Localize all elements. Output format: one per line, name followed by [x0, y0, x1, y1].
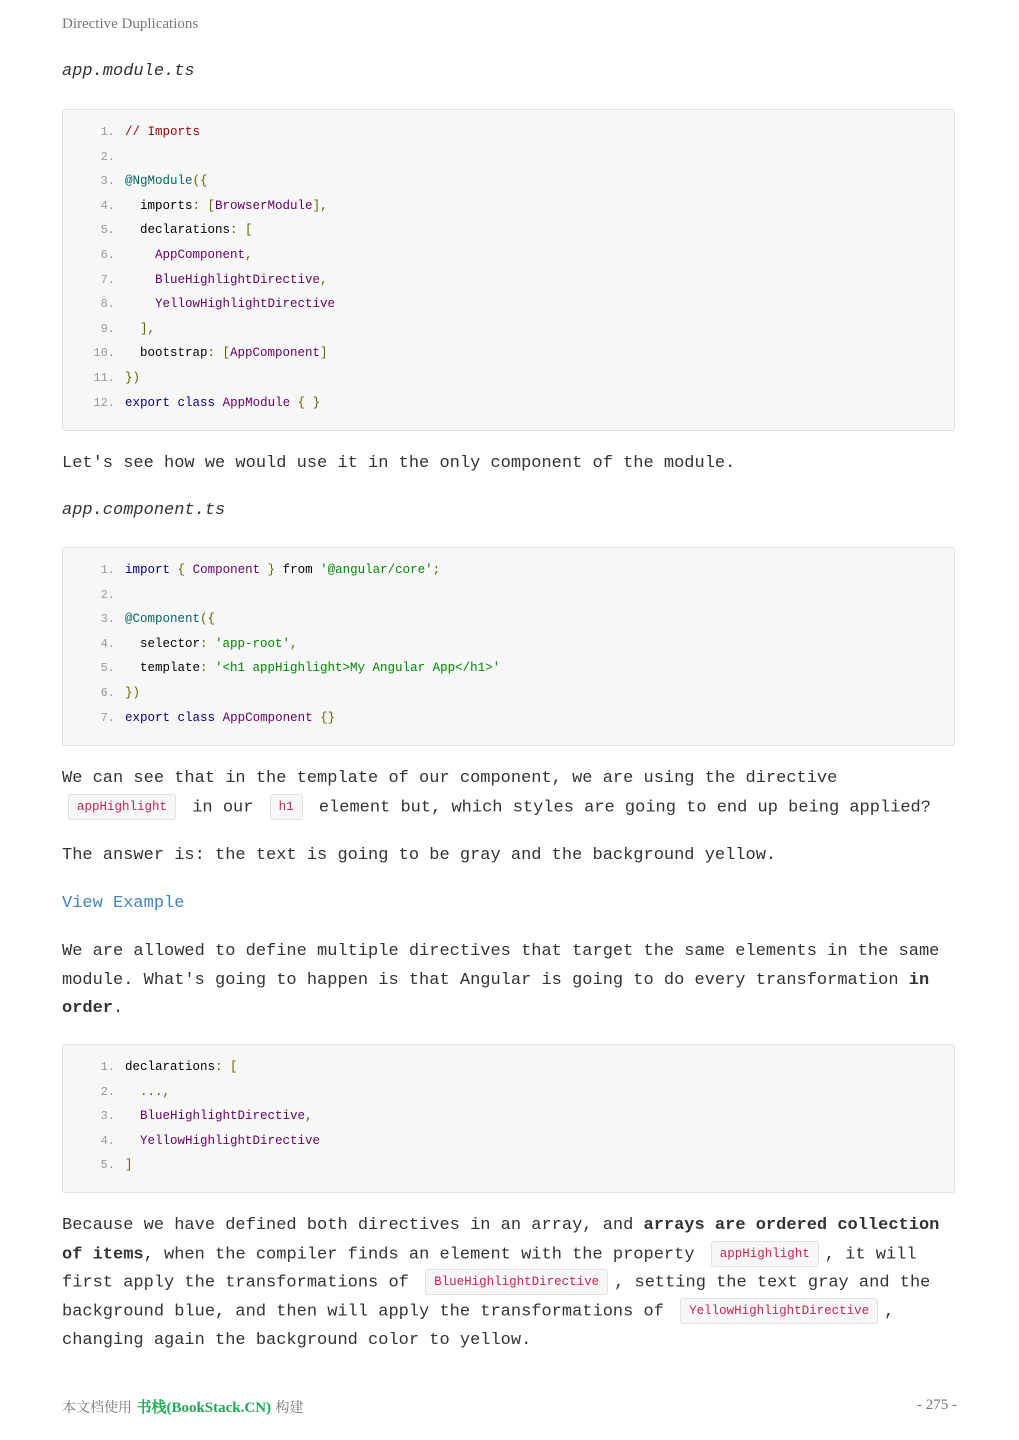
- paragraph-answer: The answer is: the text is going to be gray and the background yellow.: [62, 846, 777, 865]
- inline-code-h1: h1: [270, 794, 303, 820]
- inline-code-apphighlight: appHighlight: [711, 1241, 819, 1267]
- code-line: [63, 1153, 954, 1178]
- code-block-app-module: [62, 109, 955, 431]
- code-text: import { Component } from '@angular/core';: [125, 563, 441, 577]
- code-line: [63, 558, 954, 583]
- code-line: [63, 145, 954, 170]
- para-text: in our: [192, 797, 254, 817]
- code-line: [63, 706, 954, 731]
- code-line: [63, 366, 954, 391]
- line-number: 6.: [100, 685, 115, 700]
- line-number: 8.: [100, 297, 115, 312]
- code-text: export class AppModule { }: [125, 395, 321, 410]
- code-line: [63, 194, 954, 219]
- code-line: [63, 268, 954, 293]
- bold-ordered-collection: arrays are ordered collection of items: [62, 1216, 940, 1264]
- line-number: 3.: [100, 1109, 115, 1124]
- para-text: We are allowed to define multiple directives that target the same elements in the same module. What's going to happen is that Angular is going to do every transformation: [62, 942, 940, 990]
- para-text: We can see that in the template of our component, we are using the directive: [62, 769, 838, 788]
- line-number: 2.: [100, 1084, 115, 1099]
- para-text: element but, which styles are going to end up being applied?: [318, 797, 931, 817]
- line-number: 12.: [93, 395, 115, 410]
- code-text: YellowHighlightDirective: [125, 297, 336, 312]
- code-line: [63, 607, 954, 632]
- code-block-declarations: [62, 1044, 955, 1193]
- paragraph-directive-usage: [62, 765, 957, 822]
- code-text: AppComponent,: [125, 247, 253, 262]
- paragraph-multiple-directives: [62, 938, 957, 1024]
- code-text: declarations: [: [125, 223, 253, 238]
- line-number: 7.: [100, 272, 115, 287]
- bold-in-order: in order: [62, 970, 930, 1018]
- code-line: [63, 391, 954, 416]
- code-text: template: '<h1 appHighlight>My Angular App</h1>': [125, 661, 501, 676]
- line-number: 9.: [100, 321, 115, 336]
- paragraph-ordered-collection: [62, 1212, 957, 1356]
- line-number: 5.: [100, 661, 115, 676]
- code-text: ],: [125, 321, 156, 336]
- code-line: [63, 169, 954, 194]
- code-text: ...,: [125, 1084, 171, 1099]
- code-line: [63, 243, 954, 268]
- code-line: [63, 632, 954, 657]
- inline-code-yellow-directive: YellowHighlightDirective: [680, 1298, 878, 1324]
- view-example-link[interactable]: View Example: [62, 894, 185, 913]
- filename-app-component: app.component.ts: [62, 501, 226, 520]
- inline-code-blue-directive: BlueHighlightDirective: [425, 1269, 608, 1295]
- footer-credit: [62, 1396, 304, 1417]
- inline-code-apphighlight: appHighlight: [68, 794, 176, 820]
- page-header: Directive Duplications: [62, 16, 199, 32]
- code-block-app-component: [62, 547, 955, 746]
- code-text: export class AppComponent {}: [125, 710, 336, 725]
- code-text: bootstrap: [AppComponent]: [125, 346, 328, 361]
- line-number: 4.: [100, 636, 115, 651]
- code-text: @NgModule({: [125, 174, 208, 189]
- code-text: // Imports: [125, 125, 201, 139]
- line-number: 1.: [100, 563, 115, 577]
- para-text: , it will first apply the transformations of: [62, 1244, 917, 1293]
- para-text: Because we have defined both directives in an array, and: [62, 1216, 644, 1235]
- line-number: 3.: [100, 612, 115, 627]
- code-line: [63, 656, 954, 681]
- code-line: [63, 317, 954, 342]
- code-line: [63, 120, 954, 145]
- code-line: [63, 341, 954, 366]
- code-text: YellowHighlightDirective: [125, 1133, 321, 1148]
- code-text: imports: [BrowserModule],: [125, 198, 328, 213]
- code-line: [63, 218, 954, 243]
- para-text: , when the compiler finds an element with the property: [143, 1244, 695, 1264]
- line-number: 5.: [100, 223, 115, 238]
- code-line: [63, 681, 954, 706]
- para-text: , changing again the background color to yellow.: [62, 1302, 895, 1351]
- code-text: ]: [125, 1158, 133, 1173]
- code-line: [63, 1055, 954, 1080]
- code-text: }): [125, 685, 141, 700]
- code-text: declarations: [: [125, 1060, 238, 1074]
- line-number: 3.: [100, 174, 115, 189]
- para-text: .: [113, 999, 124, 1018]
- line-number: 4.: [100, 1133, 115, 1148]
- code-text: }): [125, 370, 141, 385]
- filename-app-module: app.module.ts: [62, 62, 195, 81]
- code-text: BlueHighlightDirective,: [125, 272, 328, 287]
- code-text: selector: 'app-root',: [125, 636, 298, 651]
- line-number: 1.: [100, 125, 115, 139]
- footer-prefix: 本文档使用: [62, 1400, 132, 1416]
- line-number: 2.: [100, 149, 115, 164]
- paragraph-intro-component: Let's see how we would use it in the only component of the module.: [62, 454, 736, 473]
- line-number: 5.: [100, 1158, 115, 1173]
- line-number: 6.: [100, 247, 115, 262]
- code-line: [63, 1129, 954, 1154]
- line-number: 4.: [100, 198, 115, 213]
- code-text: @Component({: [125, 612, 216, 627]
- code-text: BlueHighlightDirective,: [125, 1109, 313, 1124]
- code-line: [63, 1080, 954, 1105]
- page-number: - 275 -: [917, 1397, 957, 1413]
- line-number: 1.: [100, 1060, 115, 1074]
- footer-brand-link[interactable]: 书栈(BookStack.CN): [136, 1400, 272, 1416]
- footer-suffix: 构建: [275, 1400, 304, 1416]
- para-text: , setting the text gray and the background blue, and then will apply the transformations of: [62, 1273, 931, 1322]
- code-line: [63, 583, 954, 608]
- line-number: 2.: [100, 587, 115, 602]
- line-number: 7.: [100, 710, 115, 725]
- code-line: [63, 1104, 954, 1129]
- code-line: [63, 292, 954, 317]
- line-number: 11.: [93, 370, 115, 385]
- line-number: 10.: [93, 346, 115, 361]
